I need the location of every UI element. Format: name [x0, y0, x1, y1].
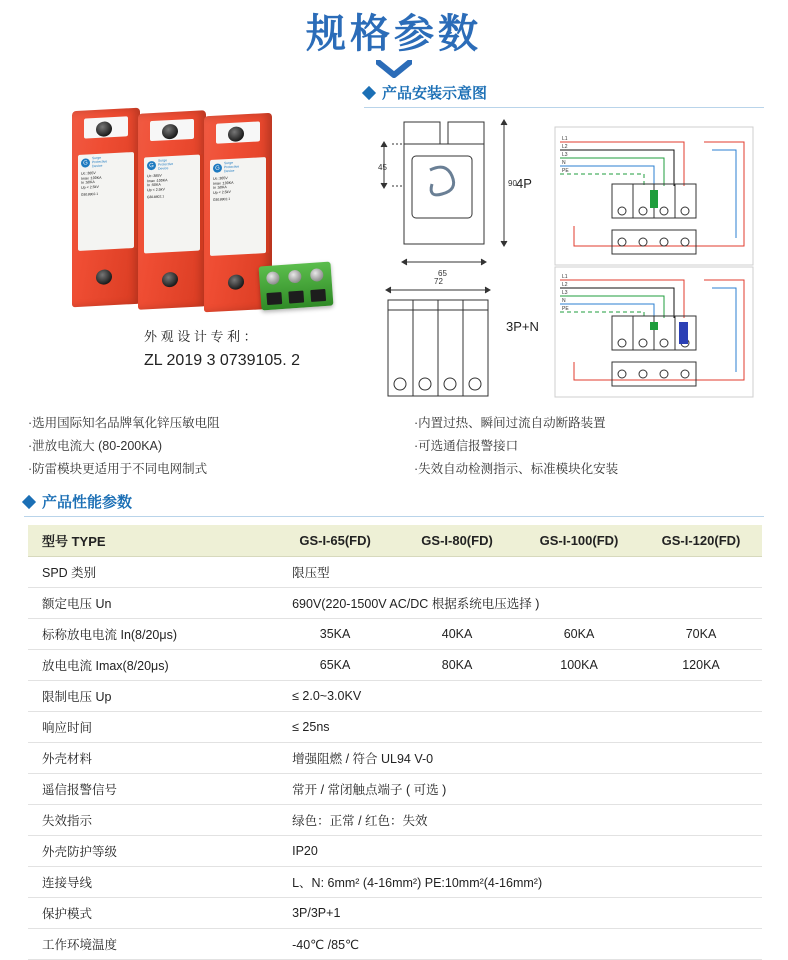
row-key: 遥信报警信号 [28, 774, 274, 805]
svg-text:65: 65 [438, 269, 447, 278]
row-key: 标称放电电流 In(8/20μs) [28, 619, 274, 650]
row-value: 绿色：正常 / 红色：失效 [274, 805, 762, 836]
label-standard: GB18802.1 [81, 191, 99, 197]
patent-label: 外 观 设 计 专 利 ： [144, 329, 257, 344]
svg-text:L3: L3 [562, 290, 568, 296]
device-label [210, 157, 266, 256]
patent-number: ZL 2019 3 0739105. 2 [144, 351, 300, 369]
terminal-slot [288, 290, 304, 303]
svg-text:N: N [562, 298, 566, 304]
label-spec-up: Up < 2.5kV [213, 190, 231, 196]
terminal-screw-icon [310, 268, 324, 282]
label-standard: GB18802.1 [147, 194, 165, 200]
specs-table [28, 525, 762, 960]
device-label [144, 155, 200, 254]
installation-diagram [364, 114, 764, 404]
row-key: 外壳防护等级 [28, 836, 274, 867]
product-photo [24, 88, 344, 323]
row-value: 690V(220-1500V AC/DC 根据系统电压选择 ) [274, 588, 762, 619]
label-spec-uc: Uc :385V [213, 175, 228, 181]
spd-pole [72, 108, 140, 308]
svg-text:L1: L1 [562, 274, 568, 280]
label-spec-in: In :50KA [81, 180, 95, 186]
table-row [28, 867, 762, 898]
section-divider [24, 516, 764, 517]
label-brand-3: Device [92, 163, 103, 169]
table-header-cell: GS-I-65(FD) [274, 525, 396, 557]
label-brand-2: Protective [224, 164, 240, 170]
svg-text:L1: L1 [562, 136, 568, 142]
table-row [28, 588, 762, 619]
table-row [28, 743, 762, 774]
params-section-heading [0, 481, 788, 516]
table-row [28, 712, 762, 743]
install-heading-text: 产品安装示意图 [382, 85, 488, 102]
feature-item: ·失效自动检测指示、标准模块化安装 [414, 462, 619, 477]
label-4p: 4P [516, 176, 532, 191]
label-3pn: 3P+N [506, 319, 539, 334]
terminal-screw-icon [96, 269, 112, 285]
terminal-slot [310, 289, 326, 302]
table-header-row [28, 525, 762, 557]
row-key: 放电电流 Imax(8/20μs) [28, 650, 274, 681]
table-row [28, 619, 762, 650]
label-brand-1: Surge [158, 158, 168, 163]
svg-text:PE: PE [562, 168, 569, 174]
table-row [28, 650, 762, 681]
table-row [28, 836, 762, 867]
row-cell: 70KA [640, 619, 762, 650]
label-spec-imax: Imax :100KA [147, 177, 168, 183]
brand-logo-icon: G [147, 161, 156, 170]
table-row [28, 681, 762, 712]
terminal-screw-icon [162, 272, 178, 288]
row-cell: 120KA [640, 650, 762, 681]
table-row [28, 557, 762, 588]
row-cell: 60KA [518, 619, 640, 650]
product-photo-column [24, 82, 354, 404]
feature-column-right [396, 412, 764, 481]
green-terminal-block [259, 262, 334, 311]
table-header-cell: 型号 TYPE [28, 525, 274, 557]
table-row [28, 929, 762, 960]
table-row [28, 774, 762, 805]
label-standard: GB18802.1 [213, 197, 231, 202]
feature-item: ·防雷模块更适用于不同电网制式 [28, 462, 208, 477]
label-spec-up: Up < 2.5kV [147, 187, 165, 193]
row-key: 工作环境温度 [28, 929, 274, 960]
installation-column [354, 82, 764, 404]
row-value: 3P/3P+1 [274, 898, 762, 929]
row-value: 增强阻燃 / 符合 UL94 V-0 [274, 743, 762, 774]
label-brand-2: Protective [158, 161, 174, 167]
label-spec-imax: Imax :100KA [213, 180, 234, 186]
svg-text:L3: L3 [562, 152, 568, 158]
feature-item: ·可选通信报警接口 [414, 439, 519, 454]
svg-text:N: N [562, 160, 566, 166]
table-header-cell: GS-I-120(FD) [640, 525, 762, 557]
row-key: 额定电压 Un [28, 588, 274, 619]
terminal-screw-icon [288, 270, 302, 284]
patent-info [24, 327, 354, 373]
svg-text:90: 90 [508, 179, 517, 188]
row-key: SPD 类别 [28, 557, 274, 588]
label-spec-in: In :50KA [147, 182, 161, 188]
terminal-screw-icon [266, 271, 280, 285]
feature-item: ·选用国际知名品牌氧化锌压敏电阻 [28, 416, 220, 430]
row-key: 限制电压 Up [28, 681, 274, 712]
page-title: 规格参数 [306, 11, 482, 57]
mechanical-drawing [364, 114, 564, 404]
row-key: 连接导线 [28, 867, 274, 898]
svg-text:PE: PE [562, 306, 569, 312]
feature-column-left [28, 412, 396, 481]
terminal-slot [266, 292, 282, 305]
row-value: ≤ 2.0~3.0KV [274, 681, 762, 712]
label-spec-up: Up < 2.5kV [81, 185, 99, 191]
row-key: 外壳材料 [28, 743, 274, 774]
svg-text:72: 72 [434, 277, 443, 286]
table-header-cell: GS-I-80(FD) [396, 525, 518, 557]
row-key: 失效指示 [28, 805, 274, 836]
row-cell: 100KA [518, 650, 640, 681]
label-spec-uc: Uc :385V [81, 170, 96, 176]
label-brand-3: Device [158, 166, 169, 171]
row-cell: 40KA [396, 619, 518, 650]
chevron-down-icon [376, 60, 412, 78]
top-section [0, 78, 788, 404]
row-value: 常开 / 常闭触点端子 ( 可选 ) [274, 774, 762, 805]
label-brand-1: Surge [224, 160, 234, 166]
spd-device-image [72, 101, 272, 307]
brand-logo-icon: G [81, 159, 90, 168]
table-header-cell: GS-I-100(FD) [518, 525, 640, 557]
terminal-screw-icon [228, 274, 244, 290]
device-label [78, 152, 134, 251]
wiring-diagram-4p [554, 126, 754, 266]
wiring-diagram-3pn [554, 266, 754, 398]
row-cell: 80KA [396, 650, 518, 681]
label-spec-in: In :50KA [213, 185, 227, 191]
label-brand-3: Device [224, 168, 235, 174]
label-brand-2: Protective [92, 159, 108, 165]
spd-pole [138, 110, 206, 310]
feature-bullets [0, 404, 788, 481]
row-value: IP20 [274, 836, 762, 867]
label-spec-imax: Imax :100KA [81, 175, 102, 181]
section-divider [364, 107, 764, 108]
row-key: 保护模式 [28, 898, 274, 929]
row-key: 响应时间 [28, 712, 274, 743]
svg-text:45: 45 [378, 163, 387, 172]
row-value: ≤ 25ns [274, 712, 762, 743]
row-value: 限压型 [274, 557, 762, 588]
row-cell: 35KA [274, 619, 396, 650]
feature-item: ·泄放电流大 (80-200KA) [28, 439, 163, 454]
svg-text:L2: L2 [562, 144, 568, 150]
install-section-heading [364, 82, 764, 107]
brand-logo-icon: G [213, 164, 222, 173]
table-row [28, 805, 762, 836]
label-brand-1: Surge [92, 155, 102, 161]
label-spec-uc: Uc :385V [147, 173, 162, 179]
row-value: L、N: 6mm² (4-16mm²) PE:10mm²(4-16mm²) [274, 867, 762, 898]
params-heading-text: 产品性能参数 [42, 494, 133, 512]
table-row [28, 898, 762, 929]
row-cell: 65KA [274, 650, 396, 681]
feature-item: ·内置过热、瞬间过流自动断路装置 [414, 416, 606, 430]
row-value: -40℃ /85℃ [274, 929, 762, 960]
diamond-bullet-icon [362, 85, 376, 99]
diamond-bullet-icon [22, 495, 36, 509]
svg-text:L2: L2 [562, 282, 568, 288]
